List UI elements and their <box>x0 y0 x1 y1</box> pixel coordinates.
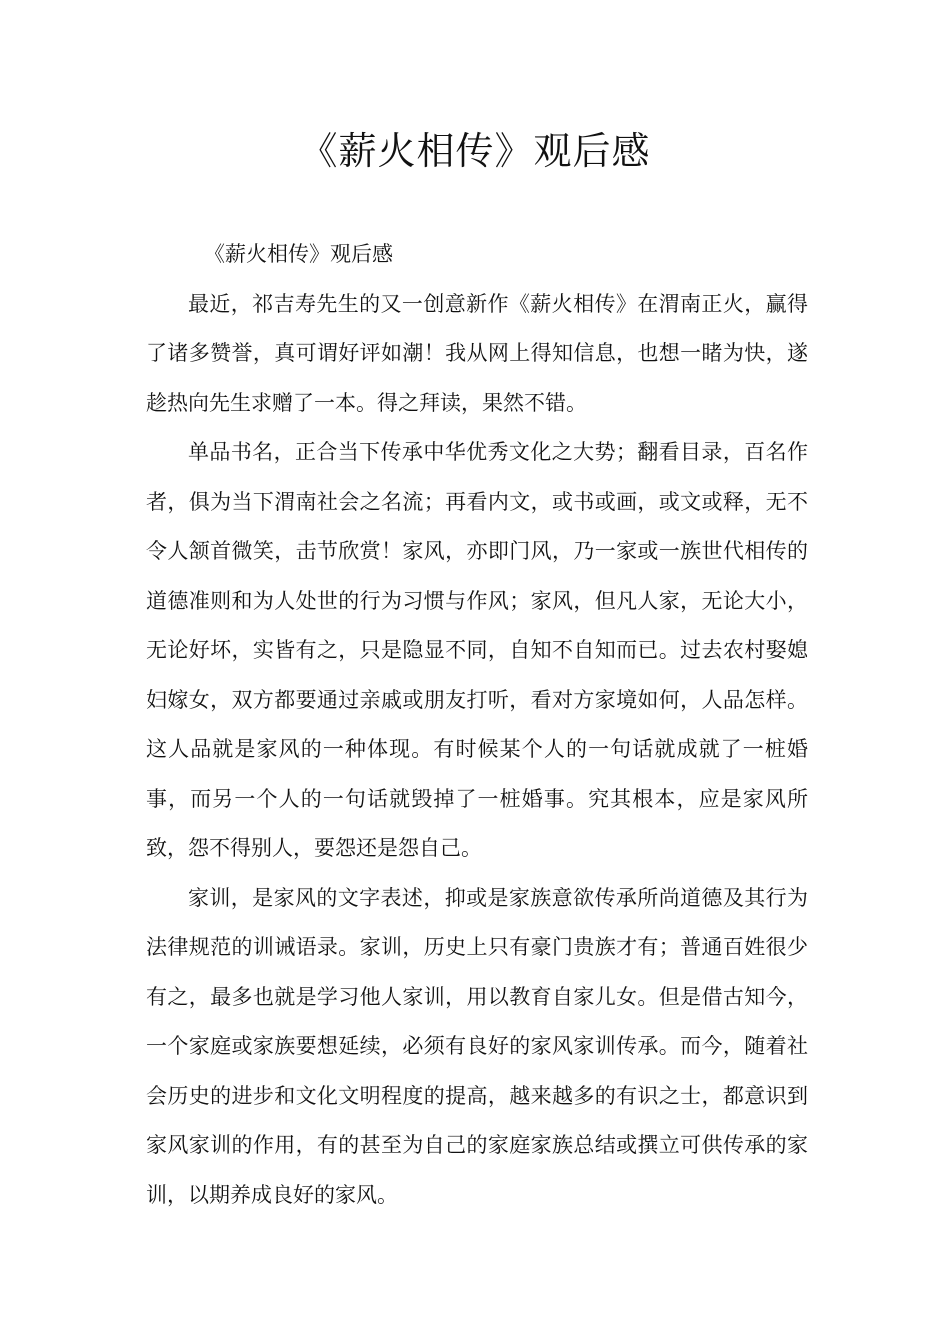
paragraph-1: 最近，祁吉寿先生的又一创意新作《薪火相传》在渭南正火，赢得了诸多赞誉，真可谓好评如潮！我从网上得知信息，也想一睹为快，遂趁热向先生求赠了一本。得之拜读，果然不错。 <box>146 291 808 415</box>
document-subtitle: 《薪火相传》观后感 <box>204 242 393 266</box>
paragraph-3: 家训，是家风的文字表述，抑或是家族意欲传承所尚道德及其行为法律规范的训诫语录。家训，历史上只有豪门贵族才有；普通百姓很少有之，最多也就是学习他人家训，用以教育自家儿女。但是借古知今，一个家庭或家族要想延续，必须有良好的家风家训传承。而今，随着社会历史的进步和文化文明程度的提高，越来越多的有识之士，都意识到家风家训的作用，有的甚至为自己的家庭家族总结或撰立可供传承的家训，以期养成良好的家风。 <box>146 885 808 1207</box>
paragraph-2: 单品书名，正合当下传承中华优秀文化之大势；翻看目录，百名作者，俱为当下渭南社会之名流；再看内文，或书或画，或文或释，无不令人颔首微笑，击节欣赏！家风，亦即门风，乃一家或一族世代相传的道德准则和为人处世的行为习惯与作风；家风，但凡人家，无论大小，无论好坏，实皆有之，只是隐显不同，自知不自知而已。过去农村娶媳妇嫁女，双方都要通过亲戚或朋友打听，看对方家境如何，人品怎样。这人品就是家风的一种体现。有时候某个人的一句话就成就了一桩婚事，而另一个人的一句话就毁掉了一桩婚事。究其根本，应是家风所致，怨不得别人，要怨还是怨自己。 <box>146 440 808 860</box>
document-body <box>146 230 808 1220</box>
document-title: 《薪火相传》观后感 <box>299 129 651 173</box>
